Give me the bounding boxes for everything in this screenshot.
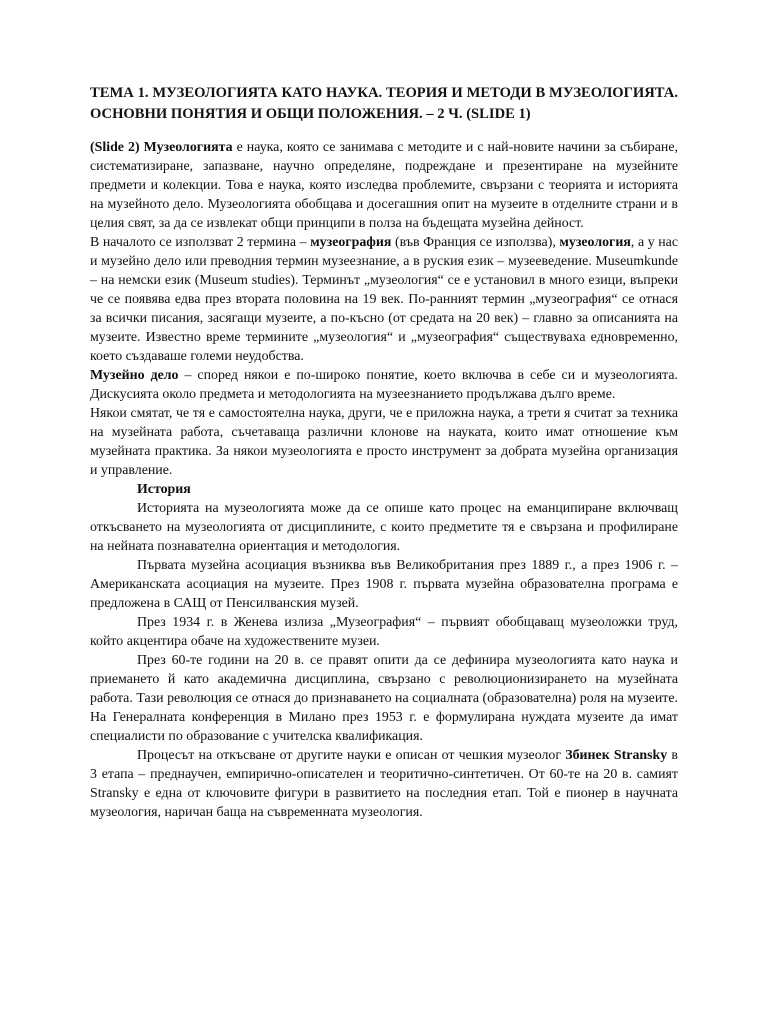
paragraph-stransky <box>90 746 678 822</box>
paragraph-history-emancipation: Историята на музеологията може да се опише като процес на еманципиране включващ откъсването на музеологията от дисциплините, с които предметите тя е свързана и профилиране на нейната познавателна ориентация и методология. <box>90 501 678 554</box>
paragraph-sixties: През 60-те години на 20 в. се правят опити да се дефинира музеологията като наука и приемането й като академична дисциплина, свързано с революционизирането на музейната работа. Тази революция се отнася до признаването на социалната (образователна) роля на музеите. На Генералната конференция в Милано през 1953 г. е формулирана нуждата музеите да имат специалисти по образование с учителска квалификация. <box>90 653 678 744</box>
paragraph-geneva-1934: През 1934 г. в Женева излиза „Музеография“ – първият обобщаващ музеоложки труд, който акцентира обаче на художествените музеи. <box>90 615 678 649</box>
paragraph-first-association: Първата музейна асоциация възниква във Великобритания през 1889 г., а през 1906 г. – Американската асоциация на музеите. През 1908 г. първата музейна образователна програма е предложена в САЩ от Пенсилванския музей. <box>90 558 678 611</box>
paragraph-text: , а у нас и музейно дело или преводния термин музеезнание, а в руския език – музееведение. Museumkunde – на немски език (Museum studies). Терминът „музеология“ се е установил в много езици, въпреки че се появява едва през втората половина на 19 век. По-ранният термин „музеография“ се отнася за всички писания, засягащи музеите, а по-късно (от средата на 20 век) – главно за описанията на музеите. Известно време термините „музеология“ и „музеография“ съществуваха едновременно, което създаваше големи неудобства. <box>90 235 679 364</box>
paragraph-museum-work <box>90 366 678 404</box>
paragraph-text: е наука, която се занимава с методите и с най-новите начини за събиране, систематизиране, запазване, научно определяне, подреждане и презентиране на музейните предмети и колекции. Това е наука, която изследва проблемите, свързани с теорията и историята на музейното дело. Музеологията обобщава и досегашния опит на музеите в отделните страни и в целия свят, за да се извлекат общи принципи в полза на бъдещата музейна дейност. <box>90 140 678 231</box>
bold-term-museum-work: Музейно дело <box>90 368 179 383</box>
paragraph-text: – според някои е по-широко понятие, което включва в себе си и музеологията. Дискусията около предмета и методологията на музеезнанието продължава дълго време. <box>90 368 678 402</box>
paragraph-opinions: Някои смятат, че тя е самостоятелна наука, други, че е приложна наука, а трети я считат за техника на музейната работа, съчетаваща различни клонове на науката, които имат отношение към музейната практика. За някои музеологията е просто инструмент за добрата музейна организация и управление. <box>90 406 678 478</box>
paragraph-museology-definition <box>90 138 678 233</box>
paragraph-text: Процесът на откъсване от другите науки е описан от чешкия музеолог <box>137 748 566 763</box>
document-page <box>90 83 678 822</box>
paragraph-text: В началото се използват 2 термина – <box>90 235 311 250</box>
bold-term-museology-2: музеология <box>559 235 631 250</box>
paragraph-terms <box>90 233 678 366</box>
bold-term-museography: музеография <box>310 235 392 250</box>
document-title: ТЕМА 1. МУЗЕОЛОГИЯТА КАТО НАУКА. ТЕОРИЯ И МЕТОДИ В МУЗЕОЛОГИЯТА. ОСНОВНИ ПОНЯТИЯ И ОБЩИ ПОЛОЖЕНИЯ. – 2 Ч. (SLIDE 1) <box>90 85 678 122</box>
section-heading-history: История <box>137 482 191 497</box>
paragraph-text: в 3 етапа – преднаучен, емпирично-описателен и теоритично-синтетичен. От 60-те на 20 в. самият Stransky е една от ключовите фигури в развитието на последния етап. Той е пионер в научната музеология, наричан баща на съвременната музеология. <box>90 748 678 820</box>
bold-name-stransky: Збинек Stransky <box>565 748 668 763</box>
bold-term-museology: (Slide 2) Музеологията <box>90 140 233 155</box>
paragraph-text: (във Франция се използва), <box>391 235 560 250</box>
